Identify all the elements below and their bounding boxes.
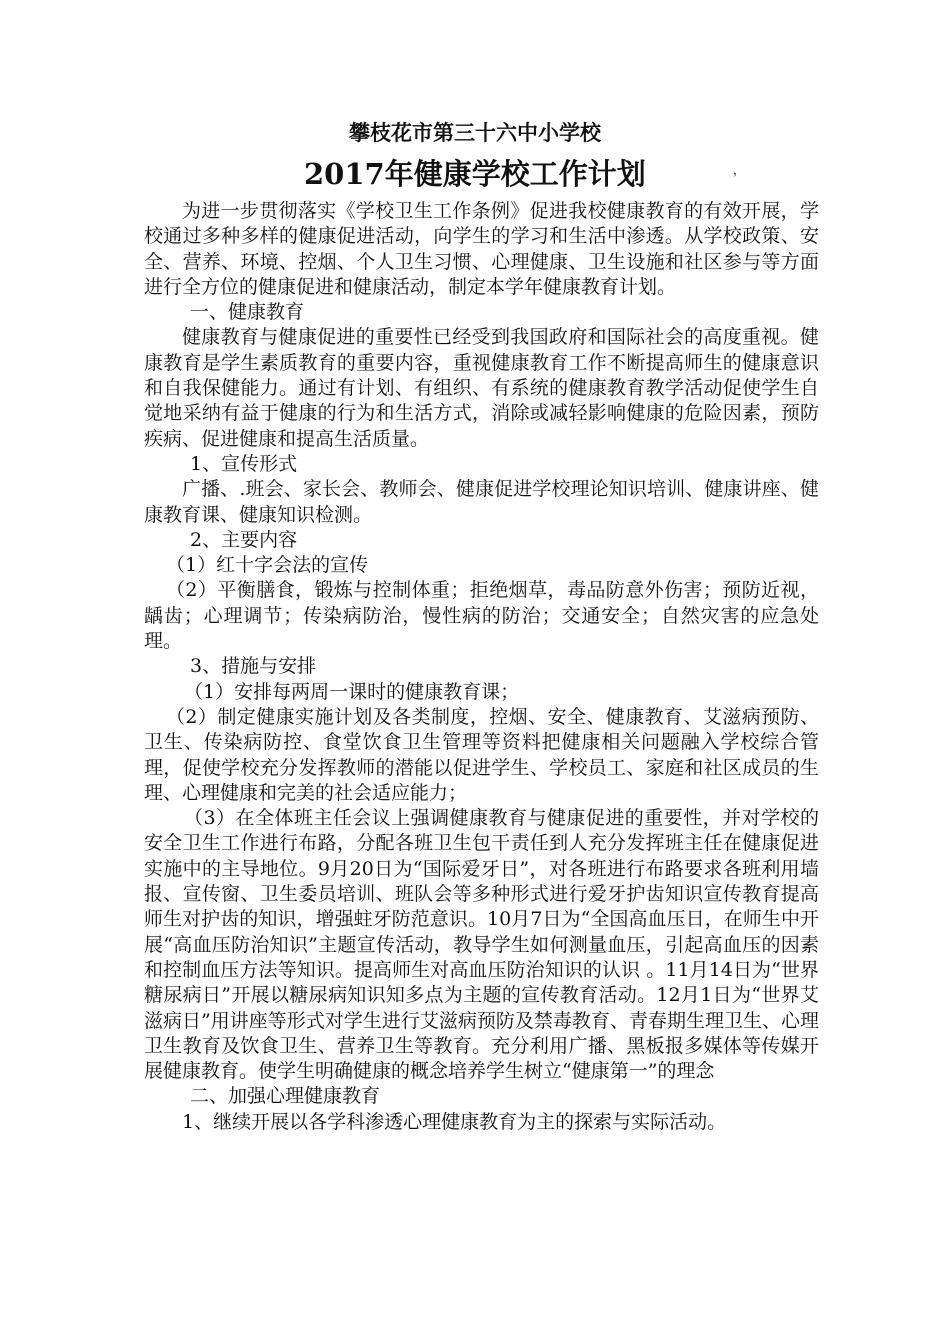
subheading-publicity-forms: 1、宣传形式 bbox=[190, 452, 298, 475]
content-item-2: （2）平衡膳食，锻炼与控制体重；拒绝烟草，毒品防意外伤害；预防近视，龋齿；心理调节；传染病防治，慢性病的防治；交通安全；自然灾害的应急处理。 bbox=[144, 579, 819, 653]
intro-paragraph: 为进一步贯彻落实《学校卫生工作条例》促进我校健康教育的有效开展，学校通过多种多样的健康促进活动，向学生的学习和生活中渗透。从学校政策、安全、营养、环境、控烟、个人卫生习惯、心理健康、卫生设施和社区参与等方面进行全方位的健康促进和健康活动，制定本学年健康教育计划。 bbox=[144, 200, 819, 298]
measure-item-1: （1）安排每两周一课时的健康教育课； bbox=[184, 680, 520, 703]
document-body bbox=[144, 199, 819, 1135]
subheading-measures: 3、措施与安排 bbox=[190, 655, 317, 678]
section-heading-mental-health: 二、加强心理健康教育 bbox=[190, 1085, 381, 1108]
publicity-forms-paragraph: 广播、.班会、家长会、教师会、健康促进学校理论知识培训、健康讲座、健康教育课、健康知识检测。 bbox=[144, 478, 819, 526]
section-heading-health-education: 一、健康教育 bbox=[190, 301, 305, 324]
page-title: 2017年健康学校工作计划 bbox=[304, 157, 646, 191]
school-name: 攀枝花市第三十六中小学校 bbox=[349, 120, 601, 145]
measure-item-3: （3）在全体班主任会议上强调健康教育与健康促进的重要性，并对学校的安全卫生工作进行布路，分配各班卫生包干责任到人充分发挥班主任在健康促进实施中的主导地位。9月20日为“国际爱牙日”，对各班进行布路要求各班利用墙报、宣传窗、卫生委员培训、班队会等多种形式进行爱牙护齿知识宣传教育提高师生对护齿的知识，增强蛀牙防范意识。10月7日为“全国高血压日，在师生中开展“高血压防治知识”主题宣传活动，教导学生如何测量血压，引起高血压的因素和控制血压方法等知识。提高师生对高血压防治知识的认识 。11月14日为“世界糖尿病日”开展以糖尿病知识知多点为主题的宣传教育活动。12月1日为“世界艾滋病日”用讲座等形式对学生进行艾滋病预防及禁毒教育、青春期生理卫生、心理卫生教育及饮食卫生、营养卫生等教育。充分利用广播、黑板报多媒体等传媒开展健康教育。使学生明确健康的概念培养学生树立“健康第一”的理念 bbox=[144, 807, 819, 1083]
measure-item-2: （2）制定健康实施计划及各类制度，控烟、安全、健康教育、艾滋病预防、卫生、传染病防控、食堂饮食卫生管理等资料把健康相关问题融入学校综合管理，促使学校充分发挥教师的潜能以促进学生、学校员工、家庭和社区成员的生理、心理健康和完美的社会适应能力； bbox=[144, 705, 819, 804]
mental-health-item-1: 1、继续开展以各学科渗透心理健康教育为主的探索与实际活动。 bbox=[182, 1110, 727, 1133]
stray-mark: ， bbox=[733, 163, 746, 177]
content-item-1: （1）红十字会法的宣传 bbox=[166, 554, 369, 577]
health-education-paragraph: 健康教育与健康促进的重要性已经受到我国政府和国际社会的高度重视。健康教育是学生素质教育的重要内容，重视健康教育工作不断提高师生的健康意识和自我保健能力。通过有计划、有组织、有系统的健康教育教学活动促使学生自觉地采纳有益于健康的行为和生活方式，消除或减轻影响健康的危险因素，预防疾病、促进健康和提高生活质量。 bbox=[144, 326, 819, 450]
subheading-main-content: 2、主要内容 bbox=[190, 528, 298, 551]
